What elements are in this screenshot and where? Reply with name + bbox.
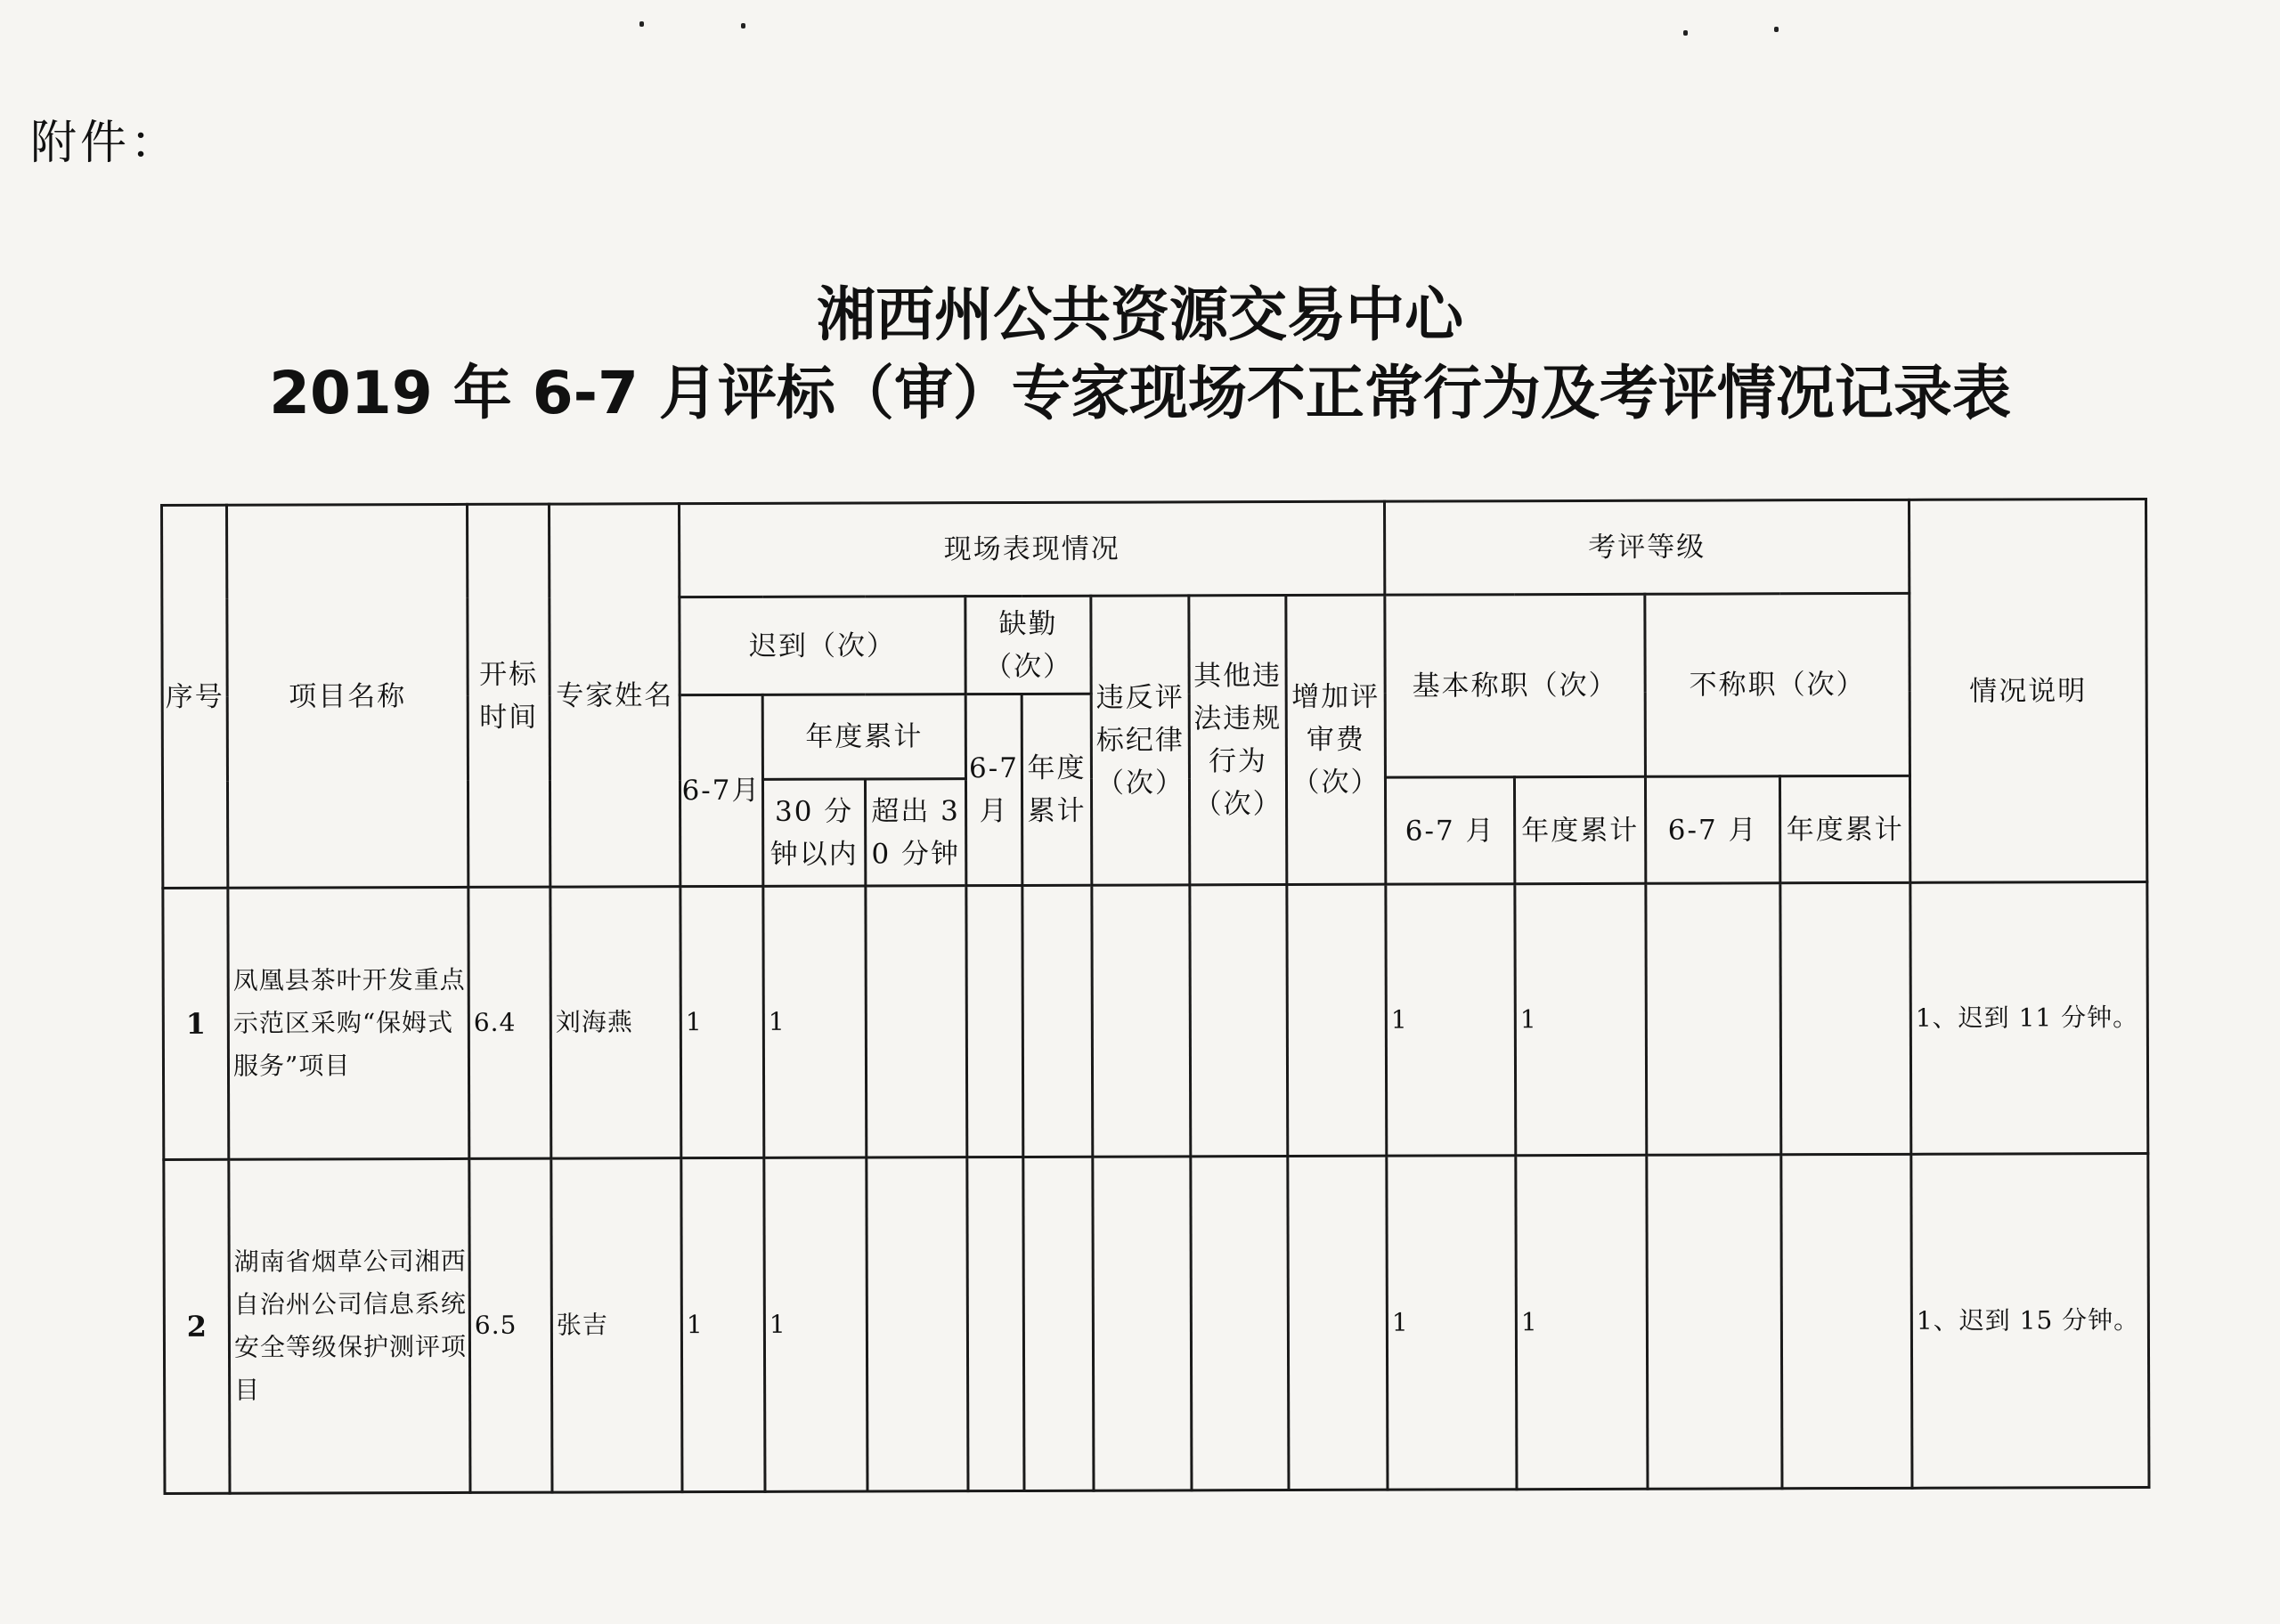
row-seq: 2: [164, 1159, 230, 1493]
record-table: [160, 498, 2150, 1495]
header-absent-period: 6-7月: [965, 694, 1022, 885]
row-open-time: 6.5: [469, 1158, 552, 1492]
header-basic-period: 6-7 月: [1385, 777, 1514, 884]
row-absent-annual: [1022, 885, 1093, 1157]
row-basic-period: 1: [1387, 1156, 1517, 1490]
row-extra-fee: [1287, 884, 1387, 1156]
row-absent-annual: [1023, 1157, 1094, 1490]
header-extra-fee: 增加评审费（次）: [1286, 595, 1386, 884]
header-basic: 基本称职（次）: [1385, 594, 1646, 777]
row-expert: 刘海燕: [550, 887, 681, 1158]
header-project: 项目名称: [227, 504, 468, 888]
page-title: 湘西州公共资源交易中心: [817, 280, 1463, 349]
header-absent: 缺勤（次）: [965, 596, 1091, 694]
row-discipline: [1093, 1157, 1192, 1490]
row-late-period: 1: [680, 886, 764, 1157]
row-basic-period: 1: [1386, 884, 1516, 1156]
header-within30: 30 分钟以内: [762, 779, 865, 886]
row-open-time: 6.4: [468, 887, 551, 1158]
row-absent-period: [966, 885, 1023, 1157]
header-expert: 专家姓名: [550, 504, 680, 887]
row-unfit-period: [1646, 883, 1781, 1155]
header-over30: 超出 30 分钟: [865, 779, 965, 886]
header-basic-annual: 年度累计: [1514, 776, 1645, 883]
scan-speck: [639, 21, 644, 27]
row-late-within30: 1: [764, 1157, 867, 1491]
header-late-period: 6-7月: [680, 694, 763, 886]
header-late: 迟到（次）: [680, 597, 965, 695]
row-notes: 1、迟到 15 分钟。: [1911, 1153, 2149, 1488]
header-unfit-annual: 年度累计: [1779, 775, 1910, 882]
scan-speck: [1774, 27, 1779, 32]
row-unfit-annual: [1781, 1154, 1912, 1488]
header-late-annual: 年度累计: [762, 694, 965, 780]
page-subtitle: 2019 年 6-7 月评标（审）专家现场不正常行为及考评情况记录表: [269, 359, 2011, 427]
scan-speck: [741, 23, 745, 28]
row-other-violation: [1190, 885, 1288, 1157]
header-rating: 考评等级: [1384, 499, 1909, 595]
row-absent-period: [967, 1157, 1024, 1490]
row-late-within30: 1: [763, 886, 867, 1157]
row-discipline: [1092, 885, 1191, 1157]
row-other-violation: [1191, 1157, 1289, 1490]
header-notes: 情况说明: [1909, 499, 2146, 882]
header-unfit: 不称职（次）: [1645, 593, 1910, 776]
row-seq: 1: [163, 888, 229, 1159]
attachment-label: 附件：: [30, 117, 181, 170]
header-unfit-period: 6-7 月: [1645, 776, 1779, 883]
row-late-period: 1: [681, 1157, 765, 1491]
header-open-time: 开标时间: [468, 504, 550, 887]
row-unfit-period: [1647, 1155, 1782, 1489]
row-extra-fee: [1288, 1156, 1388, 1490]
row-basic-annual: 1: [1515, 883, 1647, 1155]
row-unfit-annual: [1780, 882, 1911, 1154]
row-late-over30: [866, 886, 967, 1157]
header-absent-annual: 年度累计: [1022, 694, 1092, 885]
row-late-over30: [867, 1157, 968, 1491]
header-seq: 序号: [162, 505, 228, 888]
header-other-violation: 其他违法违规行为（次）: [1189, 596, 1287, 885]
header-discipline: 违反评标纪律（次）: [1091, 596, 1190, 885]
row-project: 凤凰县茶叶开发重点示范区采购“保姆式服务”项目: [228, 887, 469, 1159]
table-row: [163, 881, 2148, 1159]
row-expert: 张吉: [551, 1158, 682, 1492]
row-basic-annual: 1: [1516, 1155, 1648, 1489]
header-onsite: 现场表现情况: [680, 501, 1385, 597]
table-row: [164, 1153, 2149, 1493]
scan-speck: [1683, 30, 1688, 36]
row-project: 湖南省烟草公司湘西自治州公司信息系统安全等级保护测评项目: [229, 1158, 470, 1493]
row-notes: 1、迟到 11 分钟。: [1910, 881, 2148, 1154]
